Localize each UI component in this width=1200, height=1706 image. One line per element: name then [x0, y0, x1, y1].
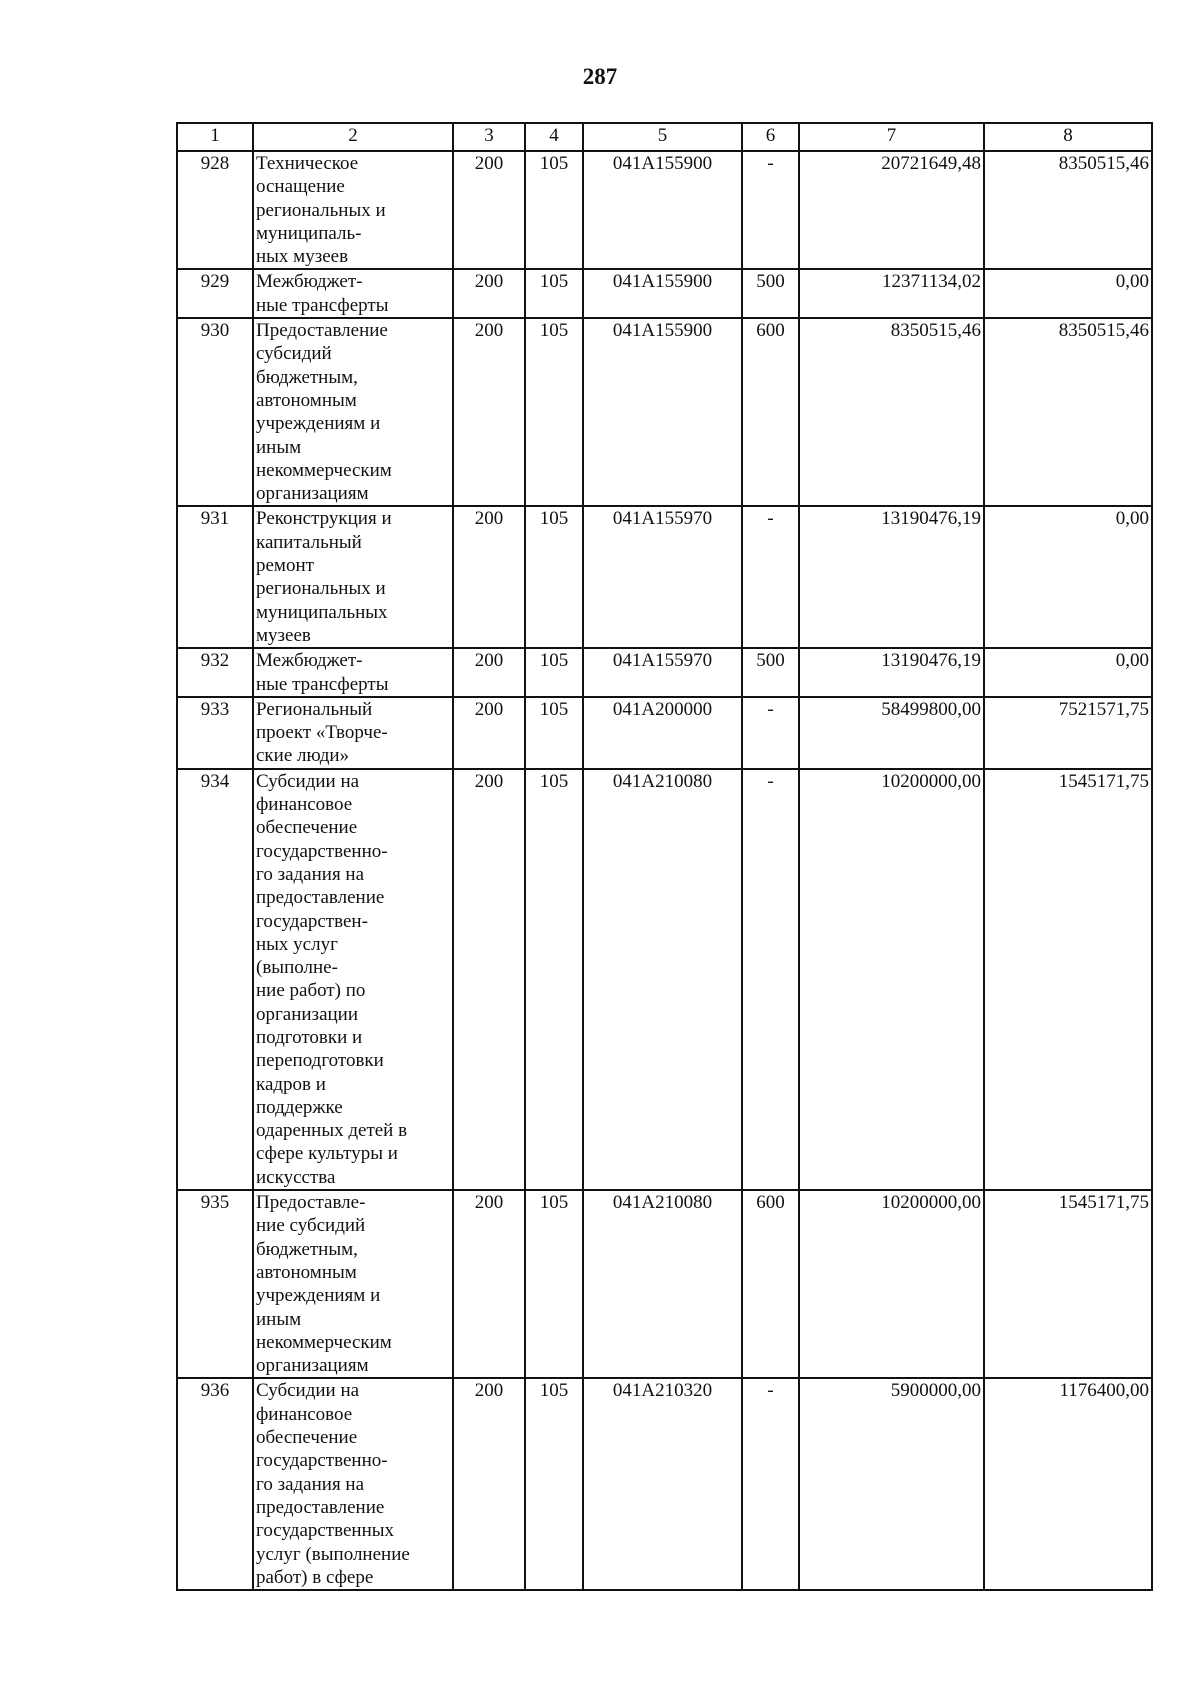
section-code-cell: 200: [453, 269, 525, 318]
item-name-line: Предоставление: [256, 320, 388, 342]
expense-type-cell: 500: [742, 648, 799, 697]
subsection-code-cell: 105: [525, 1190, 583, 1378]
column-header-7: 7: [799, 123, 984, 151]
item-name-line: учреждениям и: [256, 413, 381, 435]
section-code-cell: 200: [453, 648, 525, 697]
item-name-line: финансовое: [256, 794, 353, 816]
item-name-line: бюджетным,: [256, 366, 358, 388]
section-code-cell: 200: [453, 318, 525, 506]
target-article-cell: 041А210080: [583, 769, 742, 1190]
item-name-cell: [253, 648, 453, 697]
planned-amount-cell: 13190476,19: [799, 648, 984, 697]
item-name-line: организациям: [256, 483, 369, 505]
planned-amount-cell: 10200000,00: [799, 1190, 984, 1378]
executed-amount-cell: 1545171,75: [984, 1190, 1152, 1378]
target-article-cell: 041А210080: [583, 1190, 742, 1378]
item-name-cell: [253, 697, 453, 769]
subsection-code-cell: 105: [525, 1378, 583, 1590]
item-name-line: некоммерческим: [256, 459, 392, 481]
item-name-line: государственных: [256, 1520, 395, 1542]
item-name-line: переподготовки: [256, 1050, 384, 1072]
item-name-cell: [253, 1378, 453, 1590]
subsection-code-cell: 105: [525, 151, 583, 269]
item-name-line: автономным: [256, 389, 357, 411]
header-row: [177, 123, 1152, 151]
planned-amount-cell: 8350515,46: [799, 318, 984, 506]
item-name-line: предоставление: [256, 887, 385, 909]
item-name-line: обеспечение: [256, 1427, 358, 1449]
section-code-cell: 200: [453, 1190, 525, 1378]
column-header-3: 3: [453, 123, 525, 151]
subsection-code-cell: 105: [525, 269, 583, 318]
expense-type-cell: -: [742, 769, 799, 1190]
item-name-cell: [253, 506, 453, 648]
item-name-line: учреждениям и: [256, 1285, 381, 1307]
table-row: [177, 506, 1152, 648]
item-name-line: некоммерческим: [256, 1331, 392, 1353]
item-name-line: иным: [256, 436, 302, 458]
target-article-cell: 041А155900: [583, 318, 742, 506]
table-row: [177, 151, 1152, 269]
item-name-line: обеспечение: [256, 817, 358, 839]
section-code-cell: 200: [453, 1378, 525, 1590]
item-name-line: Межбюджет-: [256, 271, 363, 293]
item-name-line: государственно-: [256, 840, 388, 862]
subsection-code-cell: 105: [525, 318, 583, 506]
row-number-cell: 934: [177, 769, 253, 1190]
executed-amount-cell: 8350515,46: [984, 318, 1152, 506]
item-name-line: финансовое: [256, 1403, 353, 1425]
item-name-line: музеев: [256, 624, 311, 646]
item-name-cell: [253, 151, 453, 269]
item-name-line: капитальный: [256, 531, 362, 553]
row-number-cell: 931: [177, 506, 253, 648]
column-header-2: 2: [253, 123, 453, 151]
target-article-cell: 041А155970: [583, 648, 742, 697]
expense-type-cell: 600: [742, 318, 799, 506]
table-row: [177, 648, 1152, 697]
item-name-cell: [253, 269, 453, 318]
item-name-line: иным: [256, 1308, 302, 1330]
target-article-cell: 041А210320: [583, 1378, 742, 1590]
item-name-line: государствен-: [256, 910, 368, 932]
item-name-line: ные трансферты: [256, 673, 389, 695]
table-body: [177, 151, 1152, 1590]
executed-amount-cell: 1545171,75: [984, 769, 1152, 1190]
item-name-line: Реконструкция и: [256, 508, 392, 530]
table-row: [177, 769, 1152, 1190]
item-name-line: одаренных детей в: [256, 1120, 408, 1142]
planned-amount-cell: 12371134,02: [799, 269, 984, 318]
column-header-6: 6: [742, 123, 799, 151]
row-number-cell: 930: [177, 318, 253, 506]
row-number-cell: 928: [177, 151, 253, 269]
item-name-line: Техническое: [256, 153, 359, 174]
item-name-line: ние субсидий: [256, 1215, 366, 1237]
target-article-cell: 041А155900: [583, 151, 742, 269]
planned-amount-cell: 20721649,48: [799, 151, 984, 269]
planned-amount-cell: 58499800,00: [799, 697, 984, 769]
row-number-cell: 933: [177, 697, 253, 769]
planned-amount-cell: 5900000,00: [799, 1378, 984, 1590]
page-number: 287: [582, 64, 618, 89]
item-name-line: ские люди»: [256, 745, 350, 767]
item-name-line: Предоставле-: [256, 1192, 366, 1214]
item-name-line: организациям: [256, 1355, 369, 1377]
executed-amount-cell: 0,00: [984, 269, 1152, 318]
item-name-line: оснащение: [256, 176, 345, 198]
table-row: [177, 318, 1152, 506]
item-name-cell: [253, 1190, 453, 1378]
item-name-line: бюджетным,: [256, 1238, 358, 1260]
item-name-line: кадров и: [256, 1073, 326, 1095]
target-article-cell: 041А200000: [583, 697, 742, 769]
executed-amount-cell: 8350515,46: [984, 151, 1152, 269]
item-name-line: искусства: [256, 1166, 336, 1188]
subsection-code-cell: 105: [525, 506, 583, 648]
table-row: [177, 269, 1152, 318]
planned-amount-cell: 13190476,19: [799, 506, 984, 648]
item-name-line: муниципальных: [256, 601, 388, 623]
item-name-line: го задания на: [256, 863, 365, 885]
item-name-line: услуг (выполнение: [256, 1543, 410, 1565]
executed-amount-cell: 1176400,00: [984, 1378, 1152, 1590]
executed-amount-cell: 0,00: [984, 648, 1152, 697]
item-name-line: ние работ) по: [256, 980, 366, 1002]
subsection-code-cell: 105: [525, 648, 583, 697]
item-name-line: Субсидии на: [256, 1380, 360, 1402]
section-code-cell: 200: [453, 506, 525, 648]
item-name-cell: [253, 318, 453, 506]
item-name-line: проект «Творче-: [256, 722, 388, 744]
table-row: [177, 1378, 1152, 1590]
item-name-line: государственно-: [256, 1450, 388, 1472]
section-code-cell: 200: [453, 697, 525, 769]
expense-type-cell: -: [742, 697, 799, 769]
item-name-line: предоставление: [256, 1496, 385, 1518]
item-name-line: сфере культуры и: [256, 1143, 398, 1165]
planned-amount-cell: 10200000,00: [799, 769, 984, 1190]
expense-type-cell: -: [742, 506, 799, 648]
executed-amount-cell: 7521571,75: [984, 697, 1152, 769]
target-article-cell: 041А155900: [583, 269, 742, 318]
section-code-cell: 200: [453, 151, 525, 269]
item-name-line: работ) в сфере: [256, 1566, 374, 1588]
table-row: [177, 697, 1152, 769]
item-name-line: подготовки и: [256, 1026, 363, 1048]
column-header-8: 8: [984, 123, 1152, 151]
item-name-line: Межбюджет-: [256, 650, 363, 672]
column-header-4: 4: [525, 123, 583, 151]
subsection-code-cell: 105: [525, 769, 583, 1190]
item-name-line: ных музеев: [256, 246, 349, 268]
item-name-line: (выполне-: [256, 957, 338, 979]
item-name-cell: [253, 769, 453, 1190]
item-name-line: региональных и: [256, 578, 386, 600]
item-name-line: Региональный: [256, 698, 373, 720]
item-name-line: субсидий: [256, 343, 332, 365]
item-name-line: ные трансферты: [256, 294, 389, 316]
item-name-line: автономным: [256, 1261, 357, 1283]
item-name-line: организации: [256, 1003, 359, 1025]
target-article-cell: 041А155970: [583, 506, 742, 648]
item-name-line: Субсидии на: [256, 770, 360, 792]
expense-type-cell: 500: [742, 269, 799, 318]
executed-amount-cell: 0,00: [984, 506, 1152, 648]
item-name-line: поддержке: [256, 1096, 343, 1118]
column-header-1: 1: [177, 123, 253, 151]
item-name-line: региональных и: [256, 199, 386, 221]
item-name-line: ных услуг: [256, 933, 338, 955]
row-number-cell: 932: [177, 648, 253, 697]
expense-type-cell: 600: [742, 1190, 799, 1378]
section-code-cell: 200: [453, 769, 525, 1190]
budget-table: [176, 122, 1153, 1591]
row-number-cell: 929: [177, 269, 253, 318]
row-number-cell: 935: [177, 1190, 253, 1378]
table-row: [177, 1190, 1152, 1378]
item-name-line: ремонт: [256, 555, 314, 577]
item-name-line: го задания на: [256, 1473, 365, 1495]
expense-type-cell: -: [742, 1378, 799, 1590]
row-number-cell: 936: [177, 1378, 253, 1590]
expense-type-cell: -: [742, 151, 799, 269]
column-header-5: 5: [583, 123, 742, 151]
item-name-line: муниципаль-: [256, 222, 362, 244]
subsection-code-cell: 105: [525, 697, 583, 769]
